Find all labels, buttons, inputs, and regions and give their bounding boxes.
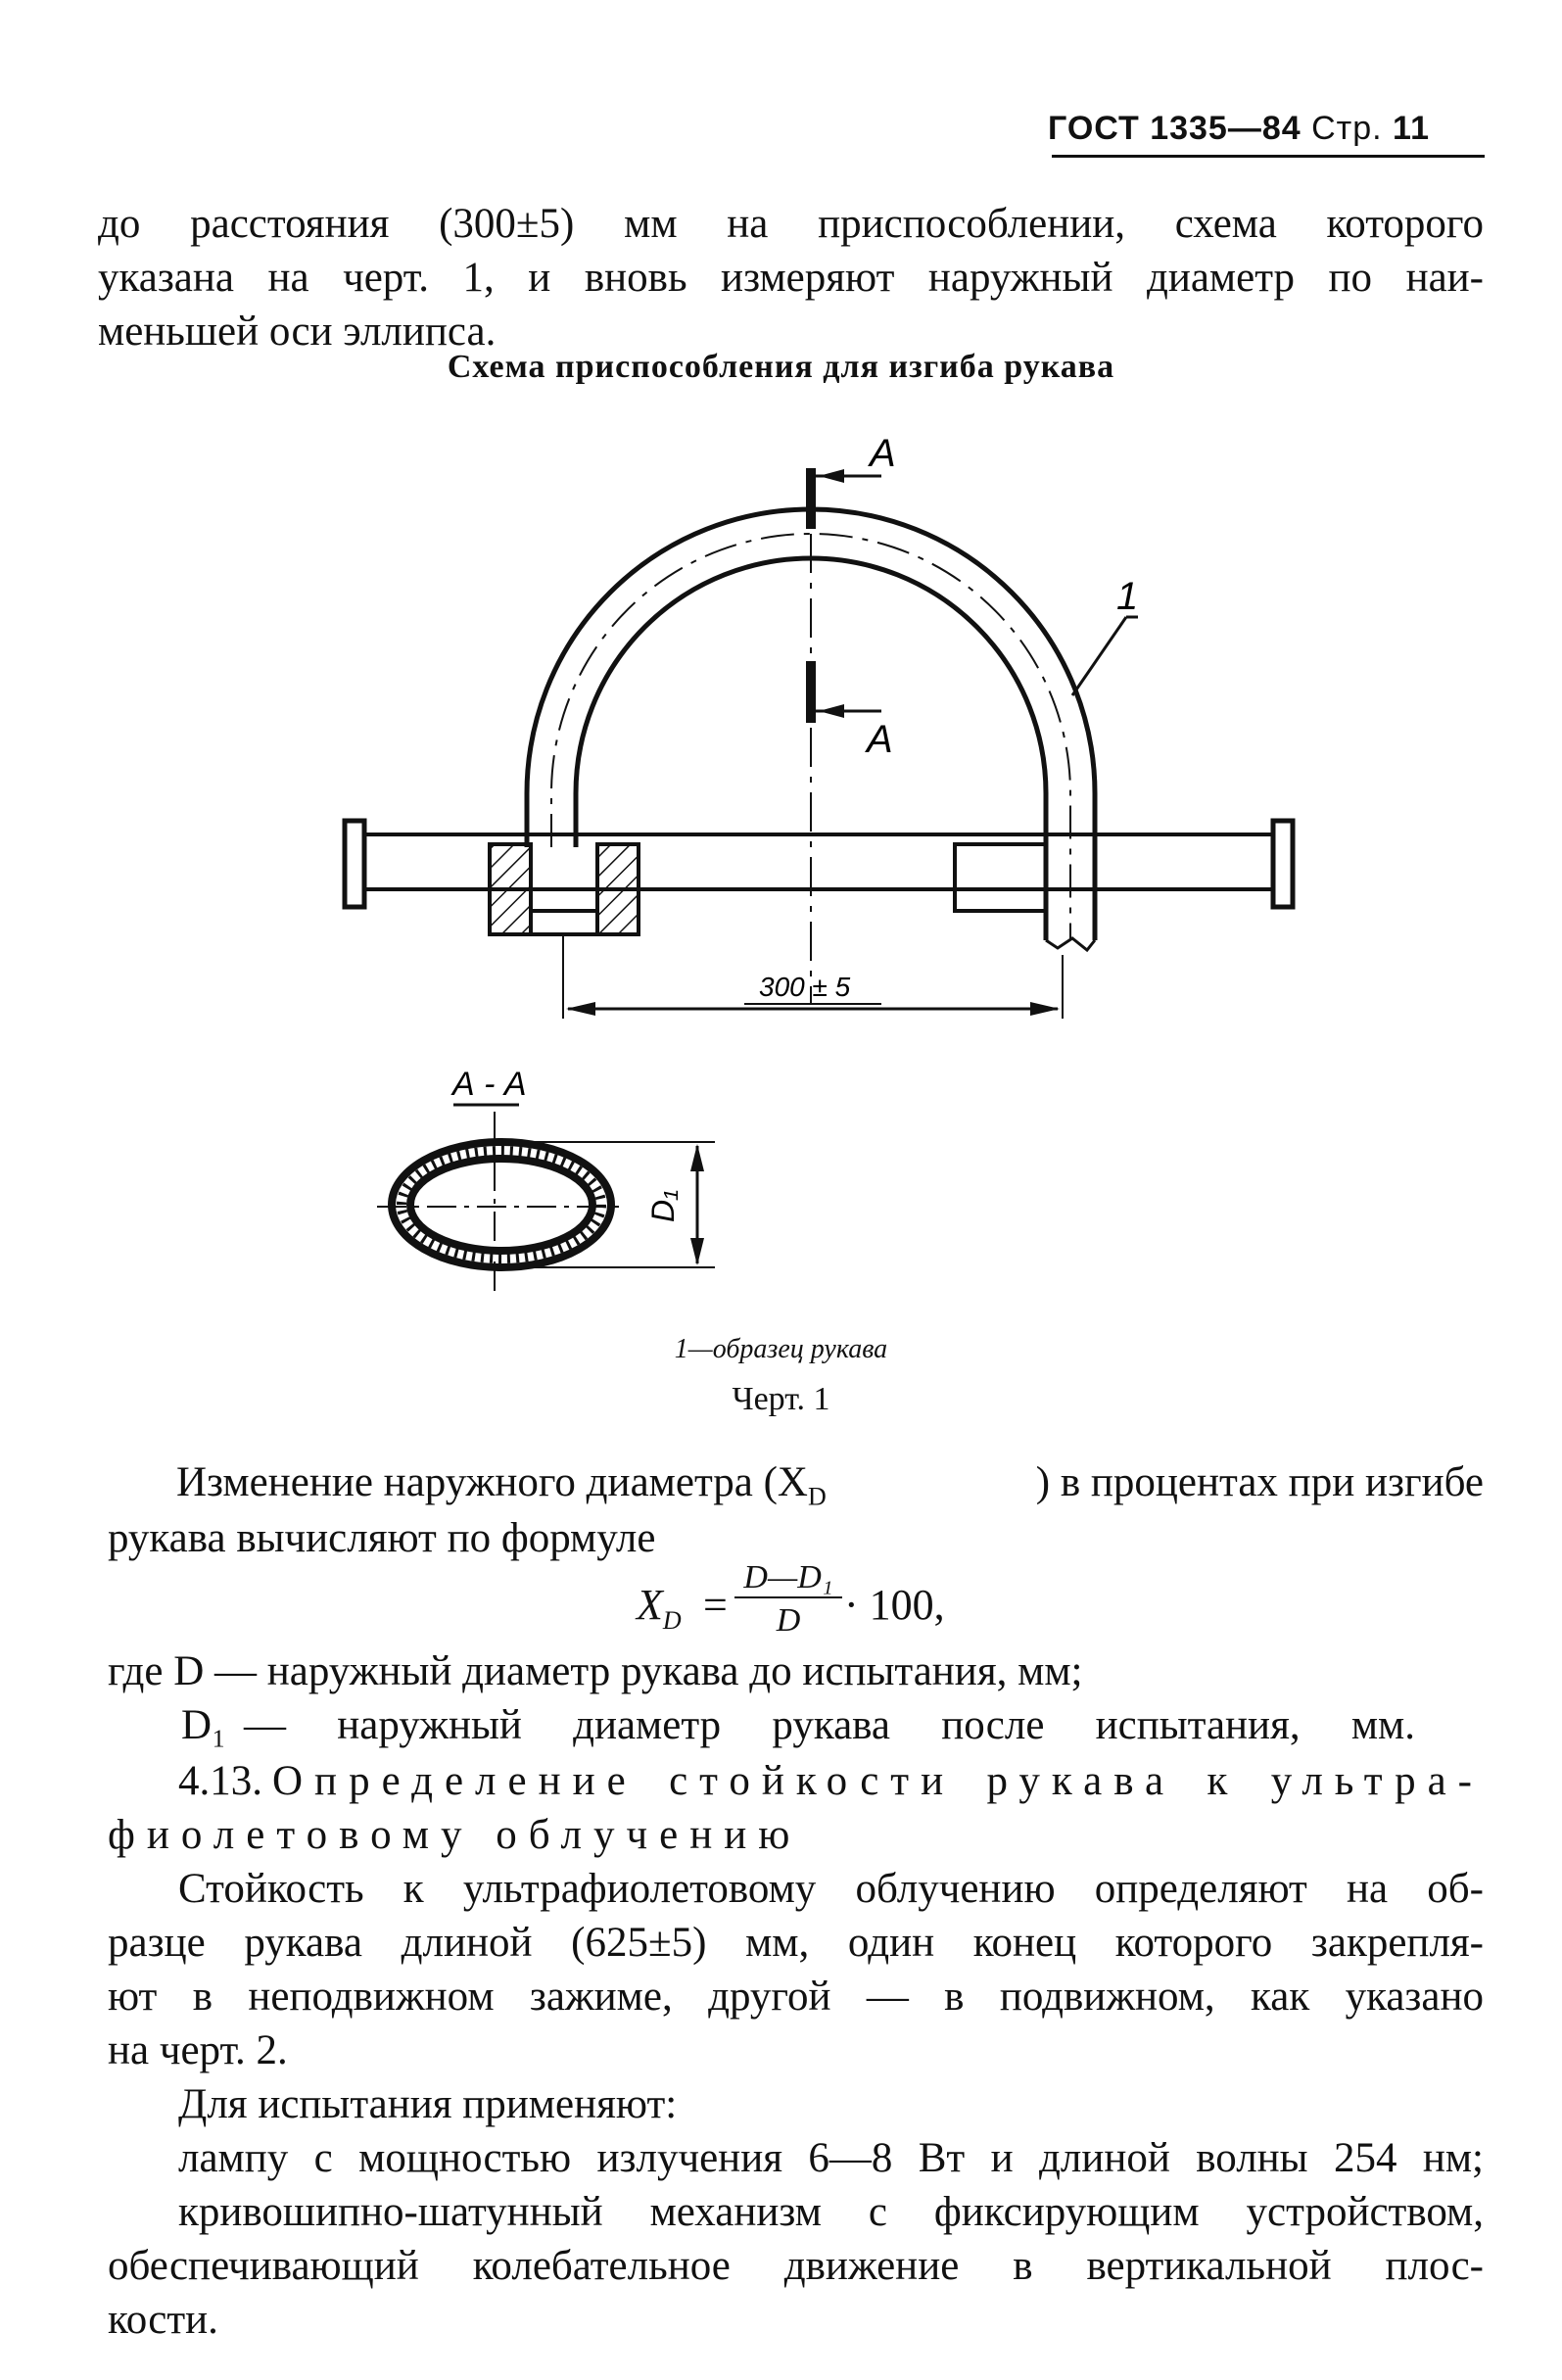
definitions [108,1643,1484,1761]
intro-line: указана на черт. 1, и вновь измеряют наружный диаметр по наи- [98,255,1484,301]
formula [637,1559,1028,1643]
page-number: 11 [1393,110,1430,147]
header-rule [1052,155,1485,158]
section-line: разце рукава длиной (625±5) мм, один конец которого закрепля- [108,1920,1484,1966]
section-line: ют в неподвижном зажиме, другой — в подвижном, как указано [108,1974,1484,2020]
section-mark-top: А [870,432,896,475]
definition-symbol: где D [108,1648,205,1694]
body-line-subscript: D [807,1482,827,1511]
figure-title: Схема приспособления для изгиба рукава [447,349,1115,385]
item-number: 1 [1116,575,1139,618]
section-line: Стойкость к ультрафиолетовому облучению определяют на об- [178,1866,1484,1912]
page-header [1048,110,1430,148]
intro-paragraph [98,196,1484,372]
intro-line: до расстояния (300±5) мм на приспособлении, схема которого [98,201,1484,247]
definition-text: — наружный диаметр рукава после испытания, мм. [244,1702,1415,1748]
formula-denominator: D [776,1602,801,1639]
formula-numerator: D—D₁ [734,1559,842,1598]
figure-legend: 1—образец рукава [674,1334,888,1364]
section-4-13 [108,1753,1484,2380]
section-line: кости. [108,2297,218,2343]
formula-lhs: X [637,1581,663,1629]
definition-text: — наружный диаметр рукава до испытания, мм; [214,1648,1083,1694]
standard-number: ГОСТ 1335—84 [1048,110,1302,147]
dimension-label: 300 ± 5 [759,972,851,1002]
section-title-cont: фиолетовому облучению [108,1812,802,1858]
body-line: рукава вычисляют по формуле [108,1515,656,1561]
section-line: на черт. 2. [108,2027,288,2073]
bending-fixture-drawing [323,411,1322,1352]
section-line: обеспечивающий колебательное движение в вертикальной плос- [108,2243,1484,2289]
section-title: Определение стойкости рукава к ультра- [272,1758,1484,1804]
section-mark-bottom: А [867,718,893,761]
formula-tail: · 100, [844,1581,945,1629]
section-view-title: А - А [452,1066,527,1103]
definition-symbol: D₁ [181,1702,227,1748]
figure-caption: Черт. 1 [732,1381,830,1417]
section-line: кривошипно-шатунный механизм с фиксирующим устройством, [178,2189,1484,2235]
body-line-tail: ) в процентах при изгибе [1035,1459,1484,1505]
section-number: 4.13. [178,1758,262,1804]
diameter-label: D₁ [645,1189,681,1222]
formula-lhs-sub: D [662,1605,682,1635]
body-line: Изменение наружного диаметра (X [176,1459,808,1505]
intro-line: меньшей оси эллипса. [98,309,497,355]
formula-equals: = [703,1581,728,1629]
section-line: лампу с мощностью излучения 6—8 Вт и длиной волны 254 нм; [178,2135,1484,2181]
body-paragraph [108,1454,1484,1572]
page-label: Стр. [1311,110,1383,147]
section-line: Для испытания применяют: [178,2081,678,2127]
